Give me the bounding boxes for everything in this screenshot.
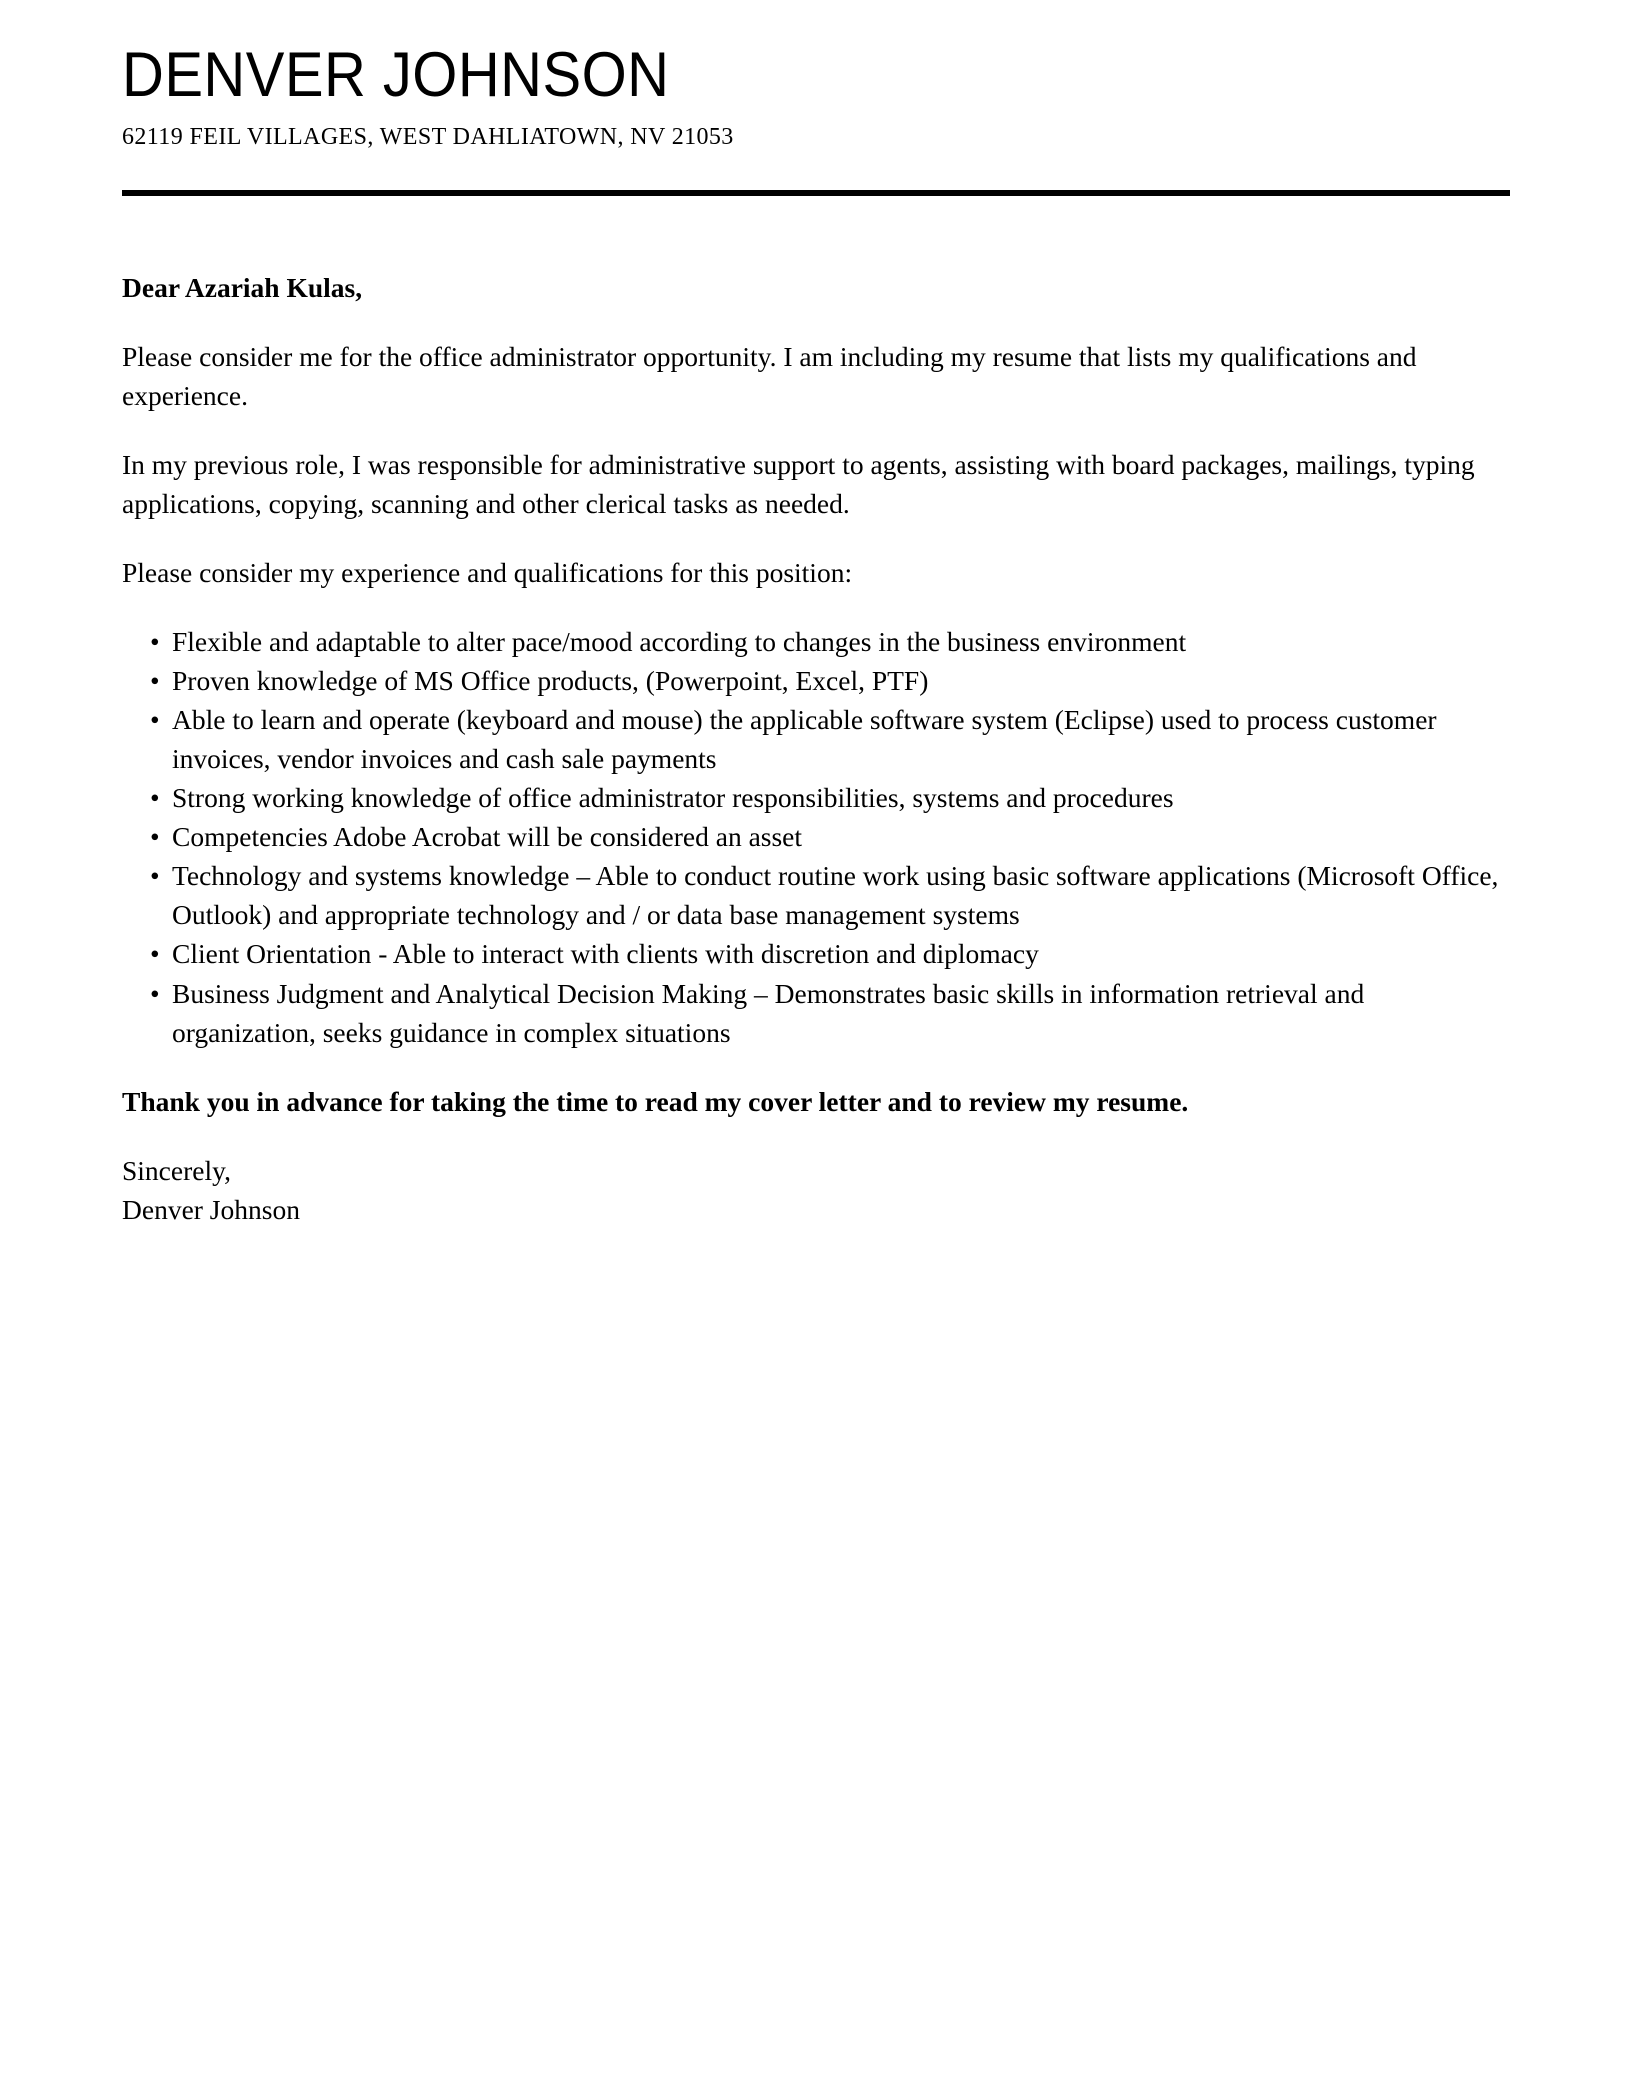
list-item: [122, 934, 1510, 973]
list-item-text: Technology and systems knowledge – Able to conduct routine work using basic software applications (Microsoft Office, Outlook) and appropriate technology and / or data base management systems: [172, 860, 1499, 931]
letter-header: [122, 0, 1510, 196]
letter-body: [122, 268, 1510, 1229]
list-item-text: Proven knowledge of MS Office products, (Powerpoint, Excel, PTF): [172, 665, 929, 697]
list-item: [122, 856, 1510, 934]
list-item-text: Competencies Adobe Acrobat will be considered an asset: [172, 821, 803, 853]
applicant-name: DENVER JOHNSON: [122, 40, 670, 110]
signature-name: Denver Johnson: [122, 1193, 300, 1225]
salutation: Dear Azariah Kulas,: [122, 271, 363, 303]
list-item: [122, 817, 1510, 856]
paragraph-list-lead-in: Please consider my experience and qualifications for this position:: [122, 557, 853, 589]
list-item: [122, 622, 1510, 661]
applicant-address: 62119 FEIL VILLAGES, WEST DAHLIATOWN, NV 21053: [122, 124, 734, 150]
paragraph-experience: In my previous role, I was responsible for administrative support to agents, assisting with board packages, mailings, typing applications, copying, scanning and other clerical tasks as needed.: [122, 448, 1475, 519]
paragraph-intro: Please consider me for the office administrator opportunity. I am including my resume that lists my qualifications and experience.: [122, 340, 1417, 411]
bullet-icon: •: [150, 977, 160, 1009]
bullet-icon: •: [150, 665, 160, 697]
list-item: [122, 778, 1510, 817]
list-item: [122, 661, 1510, 700]
bullet-icon: •: [150, 782, 160, 814]
bullet-icon: •: [150, 821, 160, 853]
signature-block: [122, 1151, 1510, 1229]
list-item-text: Able to learn and operate (keyboard and mouse) the applicable software system (Eclipse) used to process customer invoices, vendor invoices and cash sale payments: [172, 704, 1437, 775]
bullet-icon: •: [150, 704, 160, 736]
header-divider: [122, 190, 1510, 196]
list-item-text: Business Judgment and Analytical Decision Making – Demonstrates basic skills in information retrieval and organization, seeks guidance in complex situations: [172, 977, 1365, 1048]
closing-statement: Thank you in advance for taking the time to read my cover letter and to review my resume.: [122, 1085, 1189, 1117]
list-item-text: Client Orientation - Able to interact with clients with discretion and diplomacy: [172, 938, 1039, 970]
qualifications-list: [122, 622, 1510, 1052]
bullet-icon: •: [150, 938, 160, 970]
list-item-text: Flexible and adaptable to alter pace/mood according to changes in the business environment: [172, 626, 1187, 658]
list-item: [122, 700, 1510, 778]
letter-content: [122, 0, 1510, 1229]
list-item: [122, 974, 1510, 1052]
sign-off: Sincerely,: [122, 1154, 231, 1186]
bullet-icon: •: [150, 860, 160, 892]
list-item-text: Strong working knowledge of office administrator responsibilities, systems and procedures: [172, 782, 1174, 814]
bullet-icon: •: [150, 626, 160, 658]
